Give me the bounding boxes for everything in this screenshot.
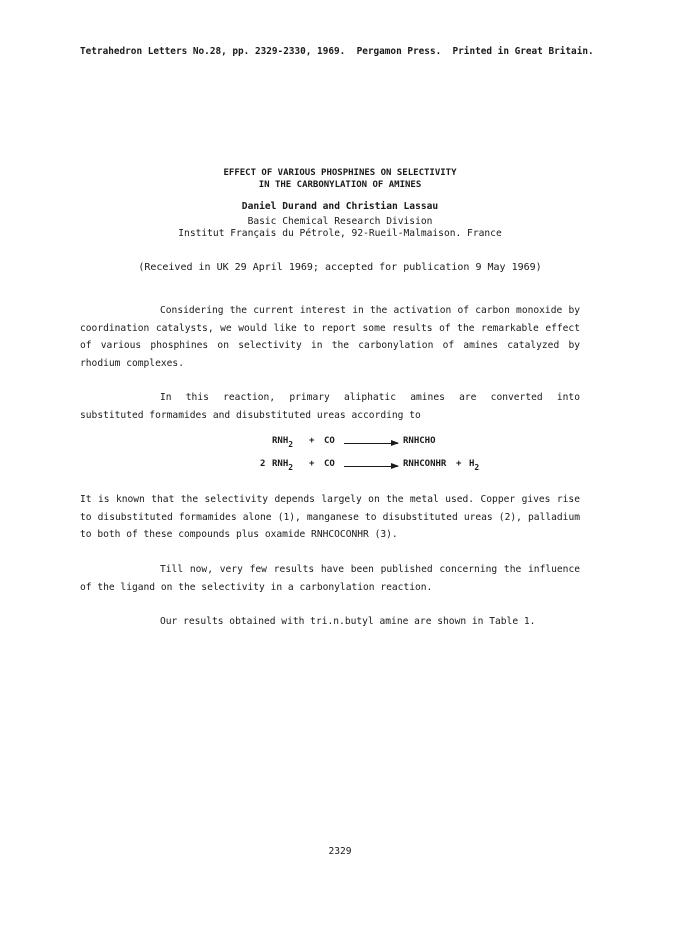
reaction2-co: CO xyxy=(324,459,335,469)
reaction2-arrow xyxy=(344,466,398,467)
affiliation-line-2: Institut Français du Pétrole, 92-Rueil-Malmaison. France xyxy=(178,228,502,239)
reaction1-arrow xyxy=(344,443,398,444)
reaction1-co: CO xyxy=(324,436,335,446)
reaction2-coefficient: 2 xyxy=(260,459,266,469)
paragraph-1: Considering the current interest in the activation of carbon monoxide by coordination catalysts, we would like to report some results of the remarkable effect of various phosphines on selectivity in the carbonylation of amines catalyzed by rhodium complexes. xyxy=(80,305,580,369)
title-line-2: IN THE CARBONYLATION OF AMINES xyxy=(258,180,422,190)
received-dates: (Received in UK 29 April 1969; accepted for publication 9 May 1969) xyxy=(138,262,542,273)
paragraph-5: Our results obtained with tri.n.butyl amine are shown in Table 1. xyxy=(160,616,536,627)
paragraph-4: Till now, very few results have been published concerning the influence of the ligand on the selectivity in a carbonylation reaction. xyxy=(80,564,580,593)
title-line-1: EFFECT OF VARIOUS PHOSPHINES ON SELECTIVITY xyxy=(223,168,457,178)
page-number: 2329 xyxy=(328,846,352,857)
reaction2-reactant: RNH2 xyxy=(272,459,294,472)
journal-header: Tetrahedron Letters No.28, pp. 2329-2330, 1969. Pergamon Press. Printed in Great Britain. xyxy=(80,46,594,57)
authors: Daniel Durand and Christian Lassau xyxy=(241,201,439,212)
reaction2-plus: + xyxy=(309,459,315,469)
reaction2-product: RNHCONHR xyxy=(403,459,447,469)
affiliation-line-1: Basic Chemical Research Division xyxy=(247,216,433,227)
reaction1-product: RNHCHO xyxy=(403,436,436,446)
reaction1-reactant: RNH2 xyxy=(272,436,294,449)
reaction1-plus: + xyxy=(309,436,315,446)
paragraph-3: It is known that the selectivity depends largely on the metal used. Copper gives rise to disubstituted formamides alone (1), manganese to disubstituted ureas (2), palladium to both of these compounds plus oxamide RNHCOCONHR (3). xyxy=(80,494,580,540)
reaction2-byproduct: H2 xyxy=(469,459,480,472)
reaction2-product-plus: + xyxy=(456,459,462,469)
paragraph-2: In this reaction, primary aliphatic amines are converted into substituted formamides and disubstituted ureas according to xyxy=(80,392,580,421)
